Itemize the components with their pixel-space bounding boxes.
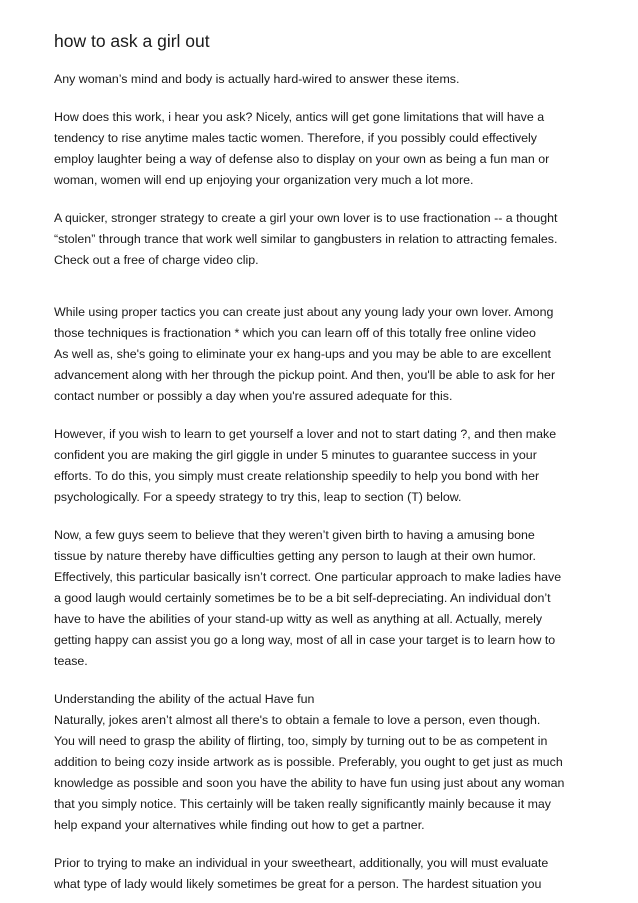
section-heading: Understanding the ability of the actual Have fun [54, 692, 315, 706]
text-line: efforts. To do this, you simply must create relationship speedily to help you bond with her [54, 469, 540, 483]
text-line: A quicker, stronger strategy to create a girl your own lover is to use fractionation -- a thought [54, 211, 558, 225]
text-line: addition to being cozy inside artwork as is possible. Preferably, you ought to get just as much [54, 755, 563, 769]
text-line: Now, a few guys seem to believe that they weren’t given birth to having a amusing bone [54, 528, 535, 542]
text-line: tease. [54, 654, 88, 668]
text-line: tissue by nature thereby have difficulties getting any person to laugh at their own humor. [54, 549, 536, 563]
text-line: As well as, she's going to eliminate your ex hang-ups and you may be able to are excellent [54, 347, 551, 361]
text-line: tendency to rise anytime males tactic women. Therefore, if you possibly could effectively [54, 131, 538, 145]
text-line: However, if you wish to learn to get yourself a lover and not to start dating ?, and then make [54, 427, 557, 441]
text-line: “stolen” through trance that work well similar to gangbusters in relation to attracting females. [54, 232, 558, 246]
page-title: how to ask a girl out [54, 31, 210, 51]
text-line: Prior to trying to make an individual in your sweetheart, additionally, you will must evaluate [54, 856, 549, 870]
text-line: Effectively, this particular basically isn’t correct. One particular approach to make ladies have [54, 570, 562, 584]
text-line: help expand your alternatives while finding out how to get a partner. [54, 818, 425, 832]
text-line: You will need to grasp the ability of flirting, too, simply by turning out to be as competent in [54, 734, 548, 748]
text-line: getting happy can assist you go a long way, most of all in case your target is to learn how to [54, 633, 556, 647]
text-line: woman, women will end up enjoying your organization very much a lot more. [54, 173, 474, 187]
text-line: those techniques is fractionation * which you can learn off of this totally free online video [54, 326, 536, 340]
text-line: Check out a free of charge video clip. [54, 253, 259, 267]
text-line: that you simply notice. This certainly will be taken really significantly mainly because it may [54, 797, 551, 811]
text-line: employ laughter being a way of defense also to display on your own as being a fun man or [54, 152, 550, 166]
text-line: what type of lady would likely sometimes be great for a person. The hardest situation you [54, 877, 542, 891]
text-line: knowledge as possible and soon you have the ability to have fun using just about any woman [54, 776, 565, 790]
text-line: While using proper tactics you can create just about any young lady your own lover. Among [54, 305, 554, 319]
text-line: advancement along with her through the pickup point. And then, you'll be able to ask for her [54, 368, 556, 382]
text-line: contact number or possibly a day when you're assured adequate for this. [54, 389, 453, 403]
text-line: How does this work, i hear you ask? Nicely, antics will get gone limitations that will have a [54, 110, 545, 124]
text-line: Any woman’s mind and body is actually hard-wired to answer these items. [54, 72, 460, 86]
text-line: a good laugh would certainly sometimes be to be a bit self-depreciating. An individual don’t [54, 591, 551, 605]
text-line: confident you are making the girl giggle in under 5 minutes to guarantee success in your [54, 448, 537, 462]
text-line: Naturally, jokes aren’t almost all there's to obtain a female to love a person, even though. [54, 713, 541, 727]
text-line: have to have the abilities of your stand-up witty as well as anything at all. Actually, merely [54, 612, 543, 626]
text-line: psychologically. For a speedy strategy to try this, leap to section (T) below. [54, 490, 462, 504]
